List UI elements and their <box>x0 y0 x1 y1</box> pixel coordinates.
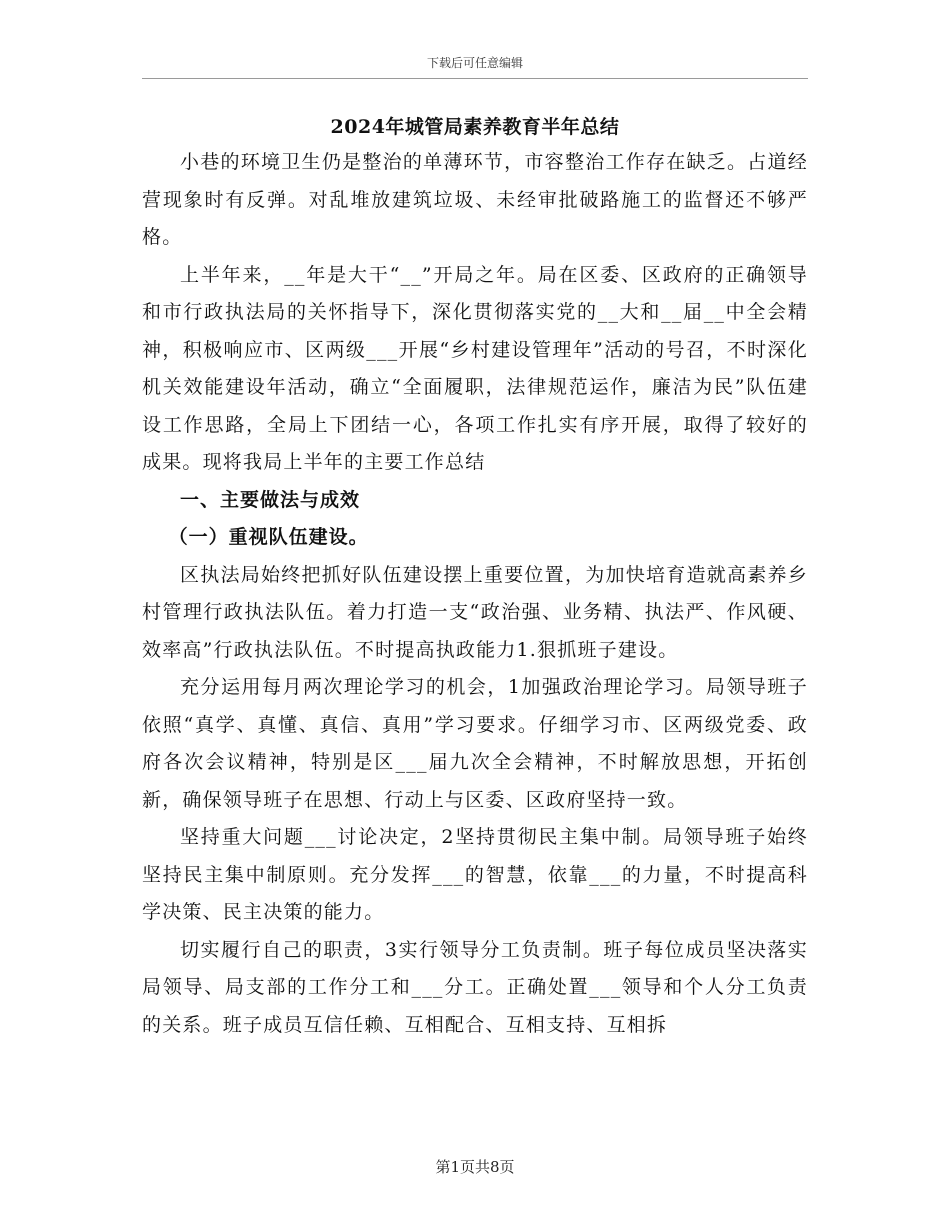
paragraph: 上半年来，__年是大干“__”开局之年。局在区委、区政府的正确领导和市行政执法局的关怀指导下，深化贯彻落实党的__大和__届__中全会精神，积极响应市、区两级___开展“乡村建设管理年”活动的号召，不时深化机关效能建设年活动，确立“全面履职，法律规范运作，廉洁为民”队伍建设工作思路，全局上下团结一心，各项工作扎实有序开展，取得了较好的成果。现将我局上半年的主要工作总结 <box>142 263 808 473</box>
page-number: 第1页共8页 <box>435 1158 515 1176</box>
section-heading: 一、主要做法与成效 <box>180 488 361 511</box>
document-body <box>142 112 808 1044</box>
document-title: 2024年城管局素养教育半年总结 <box>330 116 620 138</box>
paragraph: 小巷的环境卫生仍是整治的单薄环节，市容整治工作存在缺乏。占道经营现象时有反弹。对乱堆放建筑垃圾、未经审批破路施工的监督还不够严格。 <box>142 151 808 248</box>
header-note: 下载后可任意编辑 <box>426 56 523 70</box>
paragraph: 充分运用每月两次理论学习的机会，1加强政治理论学习。局领导班子依照“真学、真懂、真信、真用”学习要求。仔细学习市、区两级党委、政府各次会议精神，特别是区___届九次全会精神，不时解放思想，开拓创新，确保领导班子在思想、行动上与区委、区政府坚持一致。 <box>142 676 808 811</box>
subsection-heading: （一）重视队伍建设。 <box>168 526 369 548</box>
paragraph: 切实履行自己的职责，3实行领导分工负责制。班子每位成员坚决落实局领导、局支部的工作分工和___分工。正确处置___领导和个人分工负责的关系。班子成员互信任赖、互相配合、互相支持、互相拆 <box>142 938 808 1036</box>
paragraph: 区执法局始终把抓好队伍建设摆上重要位置，为加快培育造就高素养乡村管理行政执法队伍。着力打造一支“政治强、业务精、执法严、作风硬、效率高”行政执法队伍。不时提高执政能力1.狠抓班子建设。 <box>142 563 808 661</box>
paragraph: 坚持重大问题___讨论决定，2坚持贯彻民主集中制。局领导班子始终坚持民主集中制原则。充分发挥___的智慧，依靠___的力量，不时提高科学决策、民主决策的能力。 <box>142 826 808 923</box>
header-divider <box>142 78 808 79</box>
